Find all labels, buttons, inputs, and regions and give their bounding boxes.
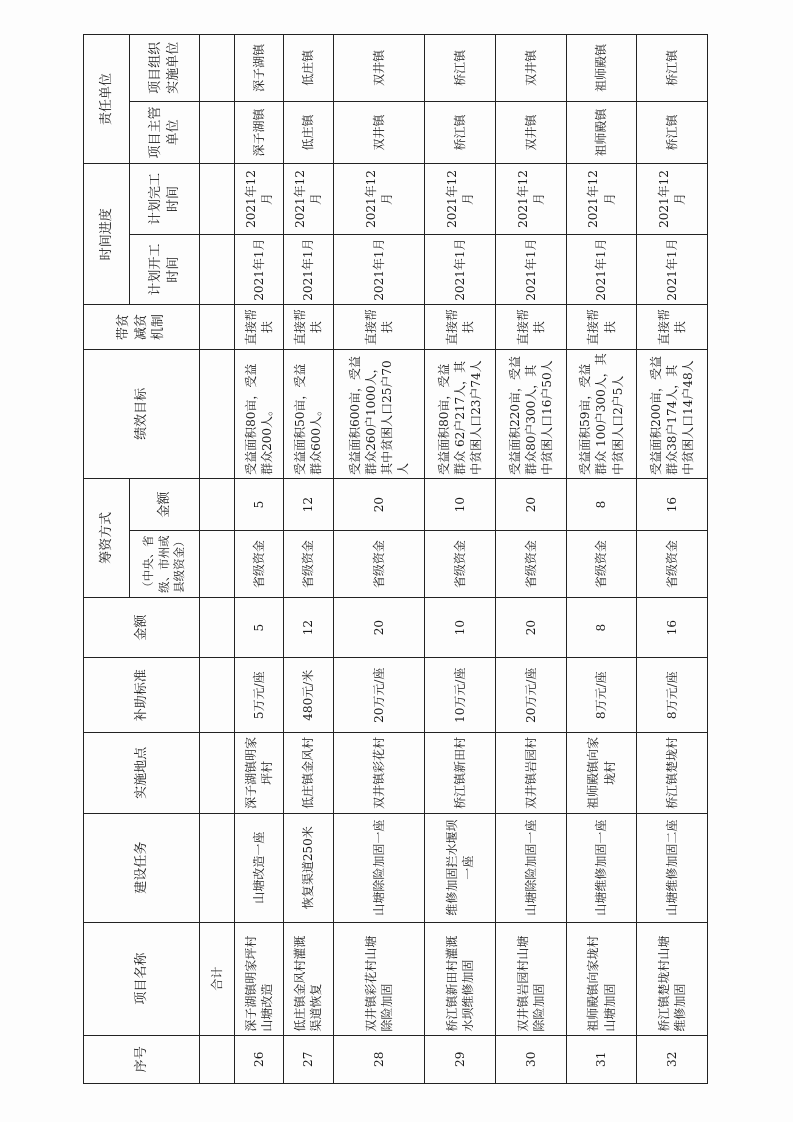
cell-end: 2021年12月 [235,164,284,235]
table-row [235,35,284,1084]
cell-location: 双井镇彩花村 [333,733,425,814]
cell-goal: 受益面积59亩，受益群众 100户300人，其中贫困人口2户5人 [566,349,637,478]
cell-seq: 31 [566,1035,637,1083]
cell-task: 山塘除险加固一座 [333,813,425,922]
total-row [200,35,235,1084]
cell-project-name: 低庄镇金风村灌溉渠道恢复 [284,922,333,1035]
cell-implementer: 桥江镇 [425,35,496,102]
header-amount: 金额 [84,597,200,658]
cell-location: 祖师殿镇向家垅村 [566,733,637,814]
cell-mechanism: 直接帮扶 [637,305,708,349]
cell-amount: 16 [637,597,708,658]
cell-seq: 32 [637,1035,708,1083]
cell-funding-source: 省级资金 [425,531,496,598]
cell-supervisor: 桥江镇 [425,101,496,164]
cell-subsidy: 10万元/座 [425,658,496,733]
cell-subsidy: 20万元/座 [496,658,567,733]
cell-start: 2021年1月 [566,234,637,305]
cell-funding-amount: 12 [284,478,333,530]
cell-implementer: 桥江镇 [637,35,708,102]
cell-goal: 受益面积600亩，受益群众260户1000人，其中贫困人口25户70人 [333,349,425,478]
cell-supervisor: 双井镇 [333,101,425,164]
cell-start: 2021年1月 [425,234,496,305]
header-implementer: 项目组织实施单位 [130,35,200,102]
cell-start: 2021年1月 [496,234,567,305]
header-task: 建设任务 [84,813,200,922]
header-supervisor: 项目主管单位 [130,101,200,164]
cell-location: 桥江镇新田村 [425,733,496,814]
cell-seq: 26 [235,1035,284,1083]
cell-funding-amount: 5 [235,478,284,530]
cell-supervisor: 祖师殿镇 [566,101,637,164]
rotated-table-container [83,34,708,1084]
cell-implementer: 低庄镇 [284,35,333,102]
header-funding-amount: 金额 [130,478,200,530]
table-row [425,35,496,1084]
cell-project-name: 祖师殿镇向家垅村山塘加固 [566,922,637,1035]
cell-subsidy: 5万元/座 [235,658,284,733]
cell-goal: 受益面积200亩，受益群众38户174人，其中贫困人口14户48人 [637,349,708,478]
cell-seq: 30 [496,1035,567,1083]
cell-mechanism: 直接帮扶 [425,305,496,349]
cell-goal: 受益面积220亩，受益群众80户300人，其中贫困人口16户50人 [496,349,567,478]
cell-goal: 受益面积80亩，受益群众200人。 [235,349,284,478]
cell-amount: 20 [496,597,567,658]
cell-goal: 受益面积80亩，受益群众 62户217人，其中贫困人口23户74人 [425,349,496,478]
cell-mechanism: 直接帮扶 [333,305,425,349]
cell-task: 恢复渠道250米 [284,813,333,922]
table-row [284,35,333,1084]
cell-end: 2021年12月 [333,164,425,235]
cell-amount: 5 [235,597,284,658]
cell-mechanism: 直接帮扶 [284,305,333,349]
header-mechanism: 带贫减贫机制 [84,305,200,349]
cell-funding-source: 省级资金 [637,531,708,598]
project-table [83,34,708,1084]
cell-location: 桥江镇楚垅村 [637,733,708,814]
cell-implementer: 双井镇 [496,35,567,102]
header-start: 计划开工时间 [130,234,200,305]
header-end: 计划完工时间 [130,164,200,235]
cell-amount: 20 [333,597,425,658]
cell-funding-amount: 8 [566,478,637,530]
cell-implementer: 深子湖镇 [235,35,284,102]
cell-end: 2021年12月 [637,164,708,235]
cell-mechanism: 直接帮扶 [235,305,284,349]
table-row [333,35,425,1084]
cell-project-name: 双井镇彩花村山塘除险加固 [333,922,425,1035]
cell-start: 2021年1月 [284,234,333,305]
header-schedule: 时间进度 [84,164,130,305]
cell-subsidy: 480元/米 [284,658,333,733]
cell-end: 2021年12月 [566,164,637,235]
cell-amount: 10 [425,597,496,658]
cell-implementer: 双井镇 [333,35,425,102]
cell-amount: 8 [566,597,637,658]
cell-end: 2021年12月 [284,164,333,235]
cell-mechanism: 直接帮扶 [496,305,567,349]
cell-mechanism: 直接帮扶 [566,305,637,349]
cell-location: 双井镇岩园村 [496,733,567,814]
total-seq-cell [200,1035,235,1083]
cell-subsidy: 8万元/座 [566,658,637,733]
cell-task: 维修加固拦水堰坝一座 [425,813,496,922]
header-goal: 绩效目标 [84,349,200,478]
cell-seq: 27 [284,1035,333,1083]
cell-task: 山塘维修加固二座 [637,813,708,922]
cell-supervisor: 低庄镇 [284,101,333,164]
header-subsidy: 补助标准 [84,658,200,733]
cell-end: 2021年12月 [496,164,567,235]
cell-task: 山塘除险加固一座 [496,813,567,922]
cell-start: 2021年1月 [235,234,284,305]
cell-amount: 12 [284,597,333,658]
cell-task: 山塘改造一座 [235,813,284,922]
cell-funding-amount: 20 [496,478,567,530]
cell-project-name: 双井镇岩园村山塘除险加固 [496,922,567,1035]
cell-funding-source: 省级资金 [496,531,567,598]
cell-seq: 29 [425,1035,496,1083]
cell-subsidy: 8万元/座 [637,658,708,733]
cell-subsidy: 20万元/座 [333,658,425,733]
cell-project-name: 桥江镇新田村灌溉水坝维修加固 [425,922,496,1035]
header-seq: 序号 [84,1035,200,1083]
cell-supervisor: 桥江镇 [637,101,708,164]
cell-task: 山塘维修加固一座 [566,813,637,922]
header-location: 实施地点 [84,733,200,814]
cell-project-name: 桥江镇楚垅村山塘维修加固 [637,922,708,1035]
cell-end: 2021年12月 [425,164,496,235]
table-row [637,35,708,1084]
cell-funding-source: 省级资金 [235,531,284,598]
header-project-name: 项目名称 [84,922,200,1035]
cell-funding-amount: 20 [333,478,425,530]
cell-supervisor: 深子湖镇 [235,101,284,164]
cell-goal: 受益面积50亩，受益群众600人。 [284,349,333,478]
table-row [496,35,567,1084]
header-responsibility: 责任单位 [84,35,130,164]
cell-location: 低庄镇金风村 [284,733,333,814]
total-label: 合计 [200,922,235,1035]
header-funding: 筹资方式 [84,478,130,597]
cell-funding-amount: 16 [637,478,708,530]
cell-seq: 28 [333,1035,425,1083]
cell-location: 深子湖镇明家坪村 [235,733,284,814]
cell-start: 2021年1月 [333,234,425,305]
cell-funding-source: 省级资金 [284,531,333,598]
cell-implementer: 祖师殿镇 [566,35,637,102]
cell-supervisor: 双井镇 [496,101,567,164]
cell-funding-amount: 10 [425,478,496,530]
cell-funding-source: 省级资金 [333,531,425,598]
table-row [566,35,637,1084]
cell-project-name: 深子湖镇明家坪村山塘改造 [235,922,284,1035]
cell-funding-source: 省级资金 [566,531,637,598]
cell-start: 2021年1月 [637,234,708,305]
header-funding-source: （中央、省级、市州或县级资金） [130,531,200,598]
